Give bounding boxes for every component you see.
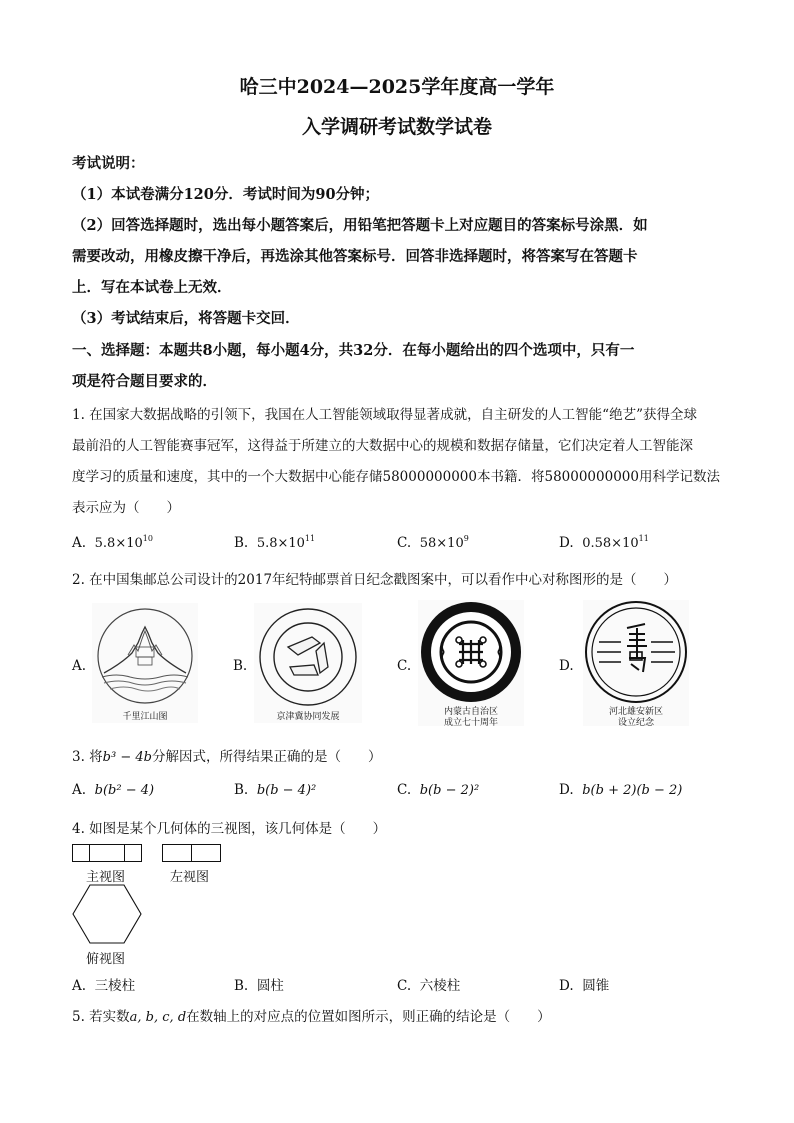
- q4-option-b: B. 圆柱: [234, 978, 284, 994]
- q3-option-b: B. b(b − 4)²: [234, 782, 317, 798]
- section-heading-cont: 项是符合题目要求的．: [72, 373, 217, 390]
- stamp-d-caption-1: 河北雄安新区: [608, 707, 663, 717]
- stamp-image-d: [583, 600, 689, 726]
- q1-option-c: C. $58\times 10^9$: [397, 534, 469, 551]
- q2-option-a-label: A.: [72, 658, 87, 674]
- exam-title-line1: 哈三中2024—2025学年度高一学年: [239, 76, 555, 98]
- q3-option-a: A. b(b² − 4): [72, 782, 155, 798]
- instruction-item: （1）本试卷满分120分．考试时间为90分钟；: [72, 186, 380, 203]
- question-1-text: 表示应为（ ）: [72, 500, 180, 516]
- stamp-image-c: [418, 600, 524, 726]
- stamp-b-caption: 京津冀协同发展: [276, 712, 340, 722]
- q2-option-b-label: B.: [233, 658, 248, 674]
- q4-option-a: A. 三棱柱: [72, 978, 136, 994]
- hands-stamp-icon: [254, 603, 362, 723]
- question-1-text: 度学习的质量和速度，其中的一个大数据中心能存储58000000000本书籍．将58000000000用科学记数法: [72, 469, 720, 485]
- stamp-d-caption-2: 设立纪念: [617, 718, 654, 728]
- mountain-stamp-icon: [92, 603, 198, 723]
- question-1-text: 最前沿的人工智能赛事冠军，这得益于所建立的大数据中心的规模和数据存储量，它们决定着人工智能深: [72, 438, 693, 454]
- instruction-item: （3）考试结束后，将答题卡交回．: [72, 310, 300, 327]
- stamp-c-caption-2: 成立七十周年: [443, 718, 498, 728]
- side-view-label: 左视图: [170, 870, 210, 885]
- knot-stamp-icon: [418, 600, 524, 706]
- stamp-c-caption-1: 内蒙古自治区: [443, 707, 498, 717]
- xiongan-stamp-icon: [583, 600, 689, 706]
- q1-option-a: A. $5.8\times 10^{10}$: [72, 534, 153, 551]
- q2-option-c-label: C.: [397, 658, 412, 674]
- front-view-label: 主视图: [86, 870, 126, 885]
- q3-option-c: C. b(b − 2)²: [397, 782, 480, 798]
- front-view-diagram: [72, 844, 142, 864]
- instruction-item: 上．写在本试卷上无效．: [72, 279, 232, 296]
- question-1-text: 1. 在国家大数据战略的引领下，我国在人工智能领域取得显著成就，自主研发的人工智能“绝艺”获得全球: [72, 407, 697, 423]
- q1-option-d: D. $0.58\times 10^{11}$: [559, 534, 649, 551]
- instruction-item: 需要改动，用橡皮擦干净后，再选涂其他答案标号．回答非选择题时，将答案写在答题卡: [72, 248, 638, 265]
- top-view-hexagon: [72, 884, 144, 946]
- instruction-item: （2）回答选择题时，选出每小题答案后，用铅笔把答题卡上对应题目的答案标号涂黑．如: [72, 217, 648, 234]
- top-view-label: 俯视图: [86, 952, 126, 967]
- section-heading: 一、选择题：本题共8小题，每小题4分，共32分．在每小题给出的四个选项中，只有一: [72, 342, 635, 359]
- stamp-a-caption: 千里江山图: [122, 712, 168, 722]
- q1-option-b: B. $5.8\times 10^{11}$: [234, 534, 316, 551]
- q3-option-d: D. b(b + 2)(b − 2): [559, 782, 683, 798]
- question-3-text: 3. 将b³ − 4b分解因式，所得结果正确的是（ ）: [72, 749, 382, 765]
- exam-title-line2: 入学调研考试数学试卷: [301, 116, 492, 138]
- instructions-heading: 考试说明：: [72, 155, 145, 172]
- q4-option-d: D. 圆锥: [559, 978, 610, 994]
- question-2-text: 2. 在中国集邮总公司设计的2017年纪特邮票首日纪念戳图案中，可以看作中心对称图形的是（ ）: [72, 572, 678, 588]
- question-5-text: 5. 若实数a, b, c, d在数轴上的对应点的位置如图所示，则正确的结论是（ ）: [72, 1009, 551, 1025]
- q2-option-d-label: D.: [559, 658, 574, 674]
- stamp-image-a: [92, 603, 198, 723]
- q4-option-c: C. 六棱柱: [397, 978, 461, 994]
- stamp-image-b: [254, 603, 362, 723]
- question-4-text: 4. 如图是某个几何体的三视图，该几何体是（ ）: [72, 821, 387, 837]
- side-view-diagram: [162, 844, 222, 864]
